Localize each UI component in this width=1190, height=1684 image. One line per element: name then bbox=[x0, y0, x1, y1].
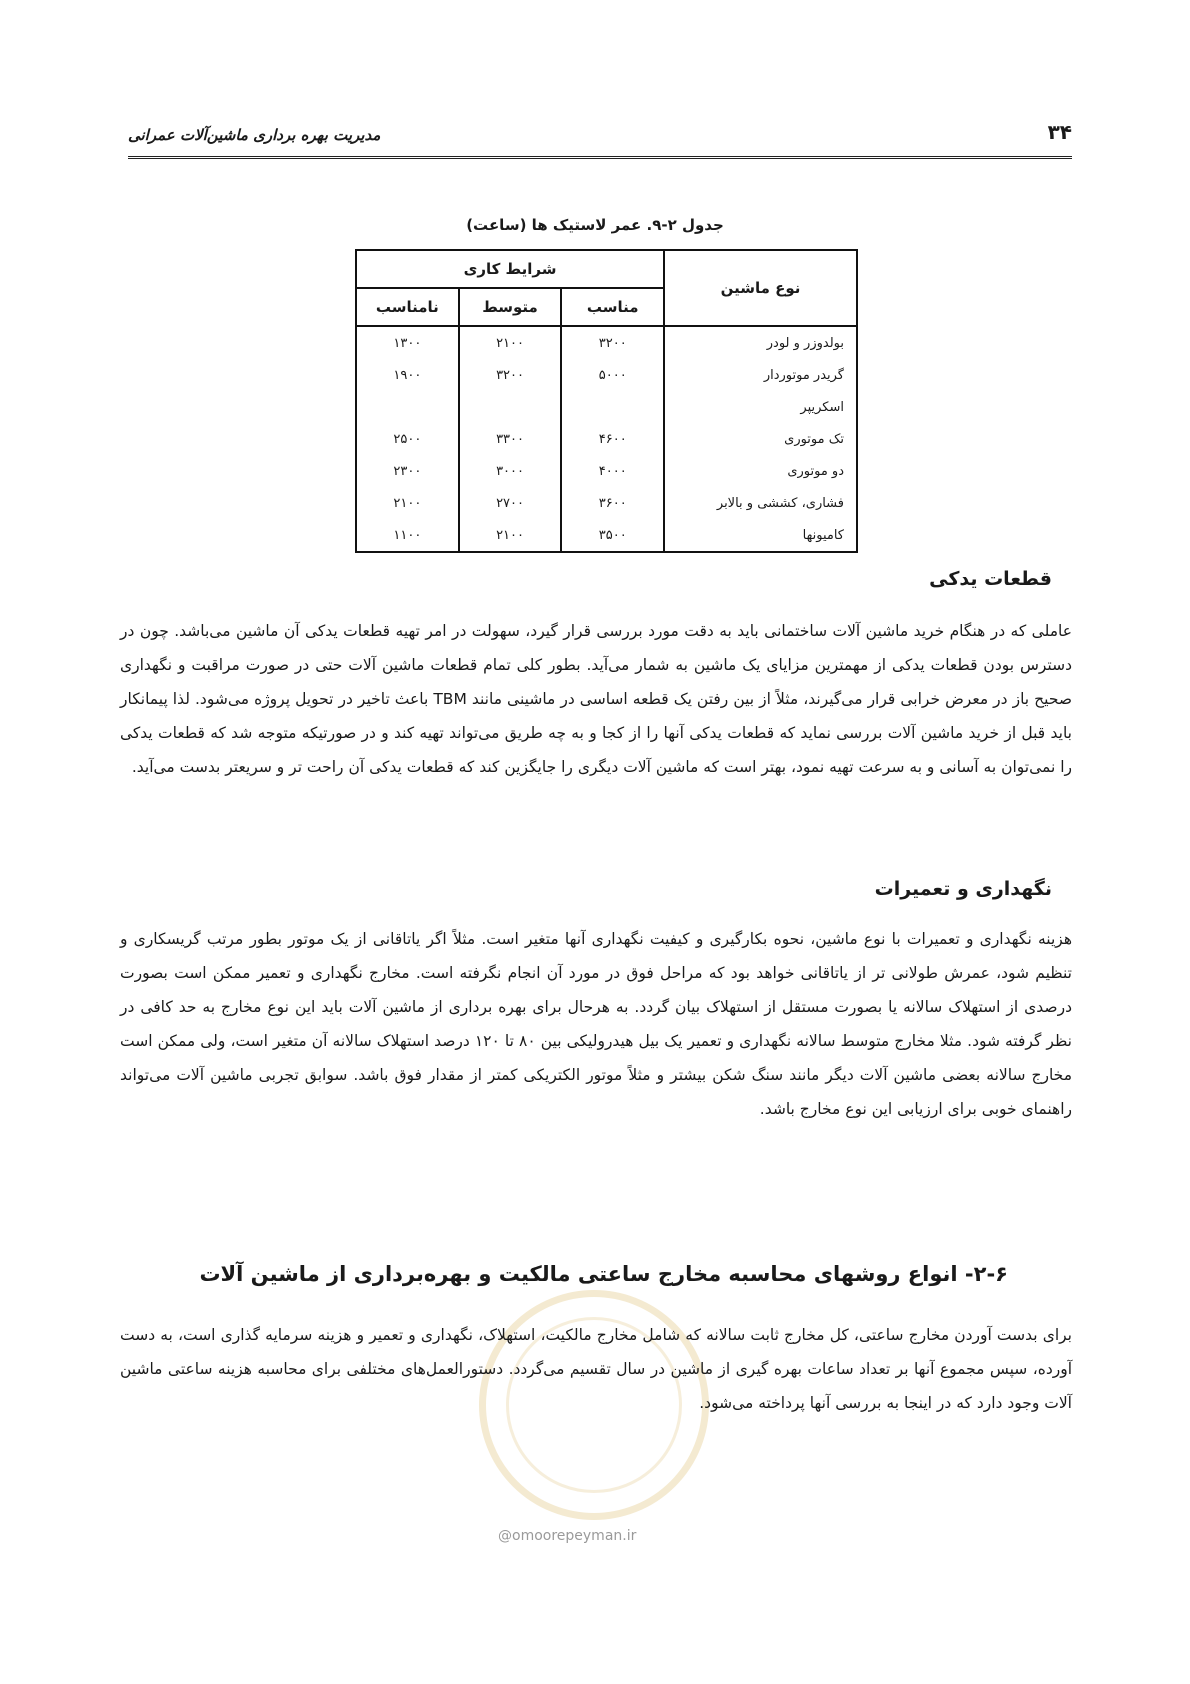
spare-parts-heading: قطعات یدکی bbox=[929, 568, 1052, 590]
value-poor: ۲۳۰۰ bbox=[356, 455, 459, 487]
table-row bbox=[356, 359, 857, 391]
value-good bbox=[561, 391, 664, 423]
machine-name: تک موتوری bbox=[664, 423, 857, 455]
value-average: ۳۲۰۰ bbox=[459, 359, 562, 391]
value-average: ۲۱۰۰ bbox=[459, 519, 562, 552]
table-row bbox=[356, 391, 857, 423]
spare-parts-paragraph: عاملی که در هنگام خرید ماشین آلات ساختمانی باید به دقت مورد بررسی قرار گیرد، سهولت در امر تهیه قطعات یدکی آن ماشین می‌باشد. چون در دسترس بودن قطعات یدکی از مهمترین مزایای یک ماشین به شمار می‌آید. بطور کلی تمام قطعات ماشین آلات حتی در صورت مراقبت و نگهداری صحیح باز در معرض خرابی قرار می‌گیرند، مثلاً از بین رفتن یک قطعه اساسی در ماشینی مانند TBM باعث تاخیر در تحویل پروژه می‌شود. لذا پیمانکار باید قبل از خرید ماشین آلات بررسی نماید که قطعات یدکی آنها را از کجا و به چه طریق می‌تواند تهیه کند و در صورتیکه متوجه شد که قطعات یدکی را نمی‌توان به آسانی و به سرعت تهیه نمود، بهتر است که ماشین آلات دیگری را جایگزین کند که قطعات یدکی آن راحت تر و سریعتر بدست می‌آید. bbox=[120, 622, 1073, 776]
page-header bbox=[128, 118, 1072, 159]
value-poor bbox=[356, 391, 459, 423]
machine-type-header: نوع ماشین bbox=[664, 250, 857, 326]
header-poor: نامناسب bbox=[356, 288, 459, 326]
value-poor: ۱۳۰۰ bbox=[356, 326, 459, 359]
value-good: ۵۰۰۰ bbox=[561, 359, 664, 391]
table-row bbox=[356, 423, 857, 455]
header-average: متوسط bbox=[459, 288, 562, 326]
table-row bbox=[356, 487, 857, 519]
value-good: ۳۶۰۰ bbox=[561, 487, 664, 519]
page-number: ۳۴ bbox=[1047, 120, 1072, 144]
machine-name: فشاری، کششی و بالابر bbox=[664, 487, 857, 519]
maintenance-heading: نگهداری و تعمیرات bbox=[874, 878, 1052, 900]
table-row bbox=[356, 326, 857, 359]
value-good: ۳۵۰۰ bbox=[561, 519, 664, 552]
value-average: ۳۳۰۰ bbox=[459, 423, 562, 455]
methods-paragraph: برای بدست آوردن مخارج ساعتی، کل مخارج ثابت سالانه که شامل مخارج مالکیت، استهلاک، نگهداری و تعمیر و هزینه سرمایه گذاری است، به دست آورده، سپس مجموع آنها بر تعداد ساعات بهره گیری از ماشین در سال تقسیم می‌گردد. دستورالعمل‌های مختلفی برای محاسبه هزینه ساعتی ماشین آلات وجود دارد که در اینجا به بررسی آنها پرداخته می‌شود. bbox=[120, 1326, 1072, 1412]
value-poor: ۲۵۰۰ bbox=[356, 423, 459, 455]
value-average: ۲۱۰۰ bbox=[459, 326, 562, 359]
table-row bbox=[356, 519, 857, 552]
machine-name: گریدر موتوردار bbox=[664, 359, 857, 391]
machine-name: دو موتوری bbox=[664, 455, 857, 487]
maintenance-paragraph: هزینه نگهداری و تعمیرات با نوع ماشین، نحوه بکارگیری و کیفیت نگهداری آنها متغیر است. مثلاً اگر یاتاقانی از یک موتور بطور مرتب گریسکاری و تنظیم شود، عمرش طولانی تر از یاتاقانی خواهد بود که مراحل فوق در مورد آن انجام نگرفته است. مخارج نگهداری و تعمیر ممکن است بصورت درصدی از استهلاک سالانه یا بصورت مستقل از استهلاک بیان گردد. به هرحال برای بهره برداری از ماشین آلات باید این نوع مخارج به حد کافی در نظر گرفته شود. مثلا مخارج متوسط سالانه نگهداری و تعمیر یک بیل هیدرولیکی بین ۸۰ تا ۱۲۰ درصد استهلاک سالانه آن متغیر است، ولی ممکن است مخارج سالانه بعضی ماشین آلات دیگر مانند سنگ شکن بیشتر و مثلاً موتور الکتریکی کمتر از مقدار فوق باشد. سوابق تجربی ماشین آلات می‌تواند راهنمای خوبی برای ارزیابی این نوع مخارج باشد. bbox=[120, 930, 1072, 1118]
header-good: مناسب bbox=[561, 288, 664, 326]
table-row bbox=[356, 455, 857, 487]
section-2-6-heading: ۲-۶- انواع روشهای محاسبه مخارج ساعتی مالکیت و بهره‌برداری از ماشین آلات bbox=[199, 1262, 1008, 1286]
value-average: ۳۰۰۰ bbox=[459, 455, 562, 487]
running-title: مدیریت بهره برداری ماشین‌آلات عمرانی bbox=[128, 126, 381, 144]
value-poor: ۲۱۰۰ bbox=[356, 487, 459, 519]
value-average bbox=[459, 391, 562, 423]
working-conditions-header: شرایط کاری bbox=[356, 250, 664, 288]
value-good: ۴۶۰۰ bbox=[561, 423, 664, 455]
value-poor: ۱۱۰۰ bbox=[356, 519, 459, 552]
machine-name: بولدوزر و لودر bbox=[664, 326, 857, 359]
machine-name: اسکریپر bbox=[664, 391, 857, 423]
value-good: ۳۲۰۰ bbox=[561, 326, 664, 359]
value-poor: ۱۹۰۰ bbox=[356, 359, 459, 391]
machine-name: کامیونها bbox=[664, 519, 857, 552]
watermark-site: @omoorepeyman.ir bbox=[498, 1528, 637, 1544]
value-good: ۴۰۰۰ bbox=[561, 455, 664, 487]
table-caption: جدول ۲-۹. عمر لاستیک ها (ساعت) bbox=[466, 216, 724, 234]
tire-life-table bbox=[355, 249, 858, 553]
value-average: ۲۷۰۰ bbox=[459, 487, 562, 519]
